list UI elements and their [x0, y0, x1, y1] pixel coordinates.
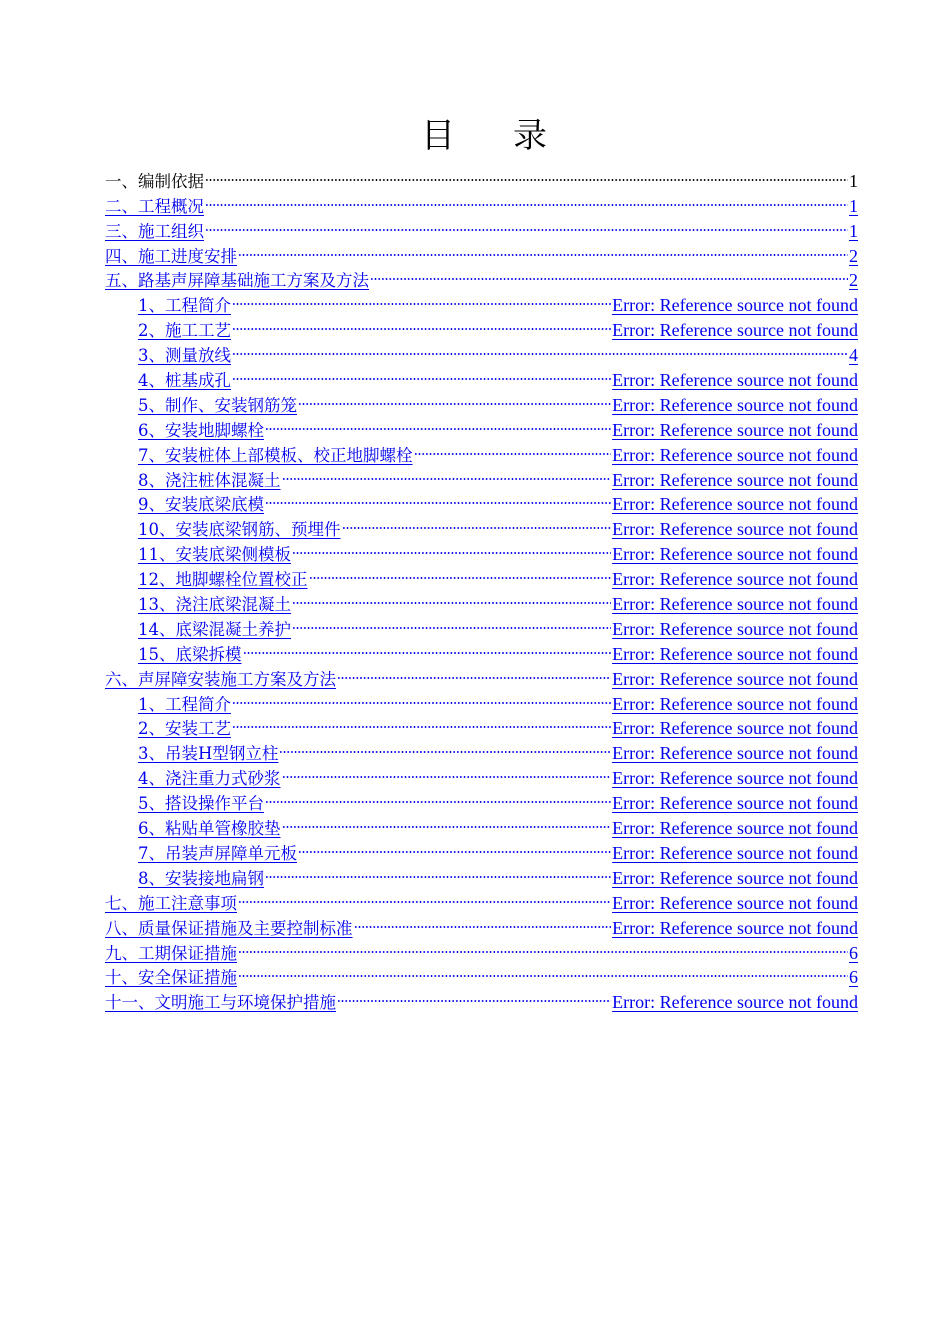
toc-entry-page: 6	[849, 967, 858, 988]
toc-dot-leader	[265, 784, 611, 809]
toc-entry[interactable]	[105, 187, 858, 216]
toc-entry-page: Error: Reference source not found	[612, 693, 858, 714]
toc-dot-leader	[205, 162, 848, 187]
toc-dot-leader	[292, 610, 611, 635]
toc-entry-page: 1	[849, 170, 858, 191]
toc-entry-label: 五、路基声屏障基础施工方案及方法	[105, 271, 369, 291]
toc-entry-page: Error: Reference source not found	[612, 469, 858, 490]
toc-dot-leader	[309, 560, 612, 585]
toc-entry-page: Error: Reference source not found	[612, 444, 858, 465]
toc-entry-label: 5、搭设操作平台	[138, 794, 264, 814]
toc-entry-page: Error: Reference source not found	[612, 743, 858, 764]
toc-dot-leader	[265, 411, 611, 436]
toc-entry-label: 四、施工进度安排	[105, 246, 237, 266]
toc-entry-label: 七、施工注意事项	[105, 893, 237, 913]
toc-entry-label: 6、粘贴单管橡胶垫	[138, 819, 281, 839]
toc-entry[interactable]	[105, 212, 858, 241]
toc-entry-page: Error: Reference source not found	[612, 867, 858, 888]
toc-dot-leader	[282, 759, 612, 784]
toc-title	[0, 114, 950, 158]
toc-entry-page: Error: Reference source not found	[612, 842, 858, 863]
toc-entry-label: 六、声屏障安装施工方案及方法	[105, 669, 336, 689]
toc-dot-leader	[205, 212, 848, 237]
toc-dot-leader	[292, 585, 611, 610]
toc-entry-label: 十、安全保证措施	[105, 968, 237, 988]
toc-dot-leader	[337, 983, 611, 1008]
toc-entry-page: Error: Reference source not found	[612, 892, 858, 913]
toc-entry-page: Error: Reference source not found	[612, 917, 858, 938]
toc-entry-page: Error: Reference source not found	[612, 768, 858, 789]
toc-entry-page: Error: Reference source not found	[612, 618, 858, 639]
toc-entry-label: 4、桩基成孔	[138, 371, 231, 391]
toc-entry-label: 1、工程简介	[138, 296, 231, 316]
toc-dot-leader	[414, 436, 612, 461]
toc-entry-page: 1	[849, 195, 858, 216]
toc-entry-page: Error: Reference source not found	[612, 419, 858, 440]
toc-entry-page: Error: Reference source not found	[612, 494, 858, 515]
toc-dot-leader	[292, 535, 611, 560]
toc-dot-leader	[232, 361, 611, 386]
toc-entry-label: 8、浇注桩体混凝土	[138, 470, 281, 490]
toc-entry-label: 9、安装底梁底模	[138, 495, 264, 515]
toc-dot-leader	[370, 262, 848, 287]
toc-list	[105, 162, 858, 1013]
toc-entry-label: 11、安装底梁侧模板	[138, 545, 291, 565]
toc-entry-label: 15、底梁拆模	[138, 644, 242, 664]
toc-entry-label: 5、制作、安装钢筋笼	[138, 395, 297, 415]
toc-entry-label: 10、安装底梁钢筋、预埋件	[138, 520, 341, 540]
toc-dot-leader	[243, 635, 612, 660]
toc-entry-page: 1	[849, 220, 858, 241]
toc-dot-leader	[232, 685, 611, 710]
toc-entry-label: 八、质量保证措施及主要控制标准	[105, 918, 353, 938]
toc-entry-page: Error: Reference source not found	[612, 992, 858, 1013]
toc-entry-page: 6	[849, 942, 858, 963]
toc-entry-page: Error: Reference source not found	[612, 544, 858, 565]
toc-entry-label: 十一、文明施工与环境保护措施	[105, 993, 336, 1013]
toc-dot-leader	[298, 834, 611, 859]
toc-dot-leader	[238, 959, 848, 984]
toc-dot-leader	[232, 311, 611, 336]
toc-entry-page: 2	[849, 270, 858, 291]
toc-entry-page: 4	[849, 345, 858, 366]
toc-entry-label: 7、吊装声屏障单元板	[138, 843, 297, 863]
toc-entry-label: 14、底梁混凝土养护	[138, 619, 291, 639]
toc-entry-page: Error: Reference source not found	[612, 320, 858, 341]
toc-dot-leader	[232, 336, 848, 361]
toc-entry-label: 1、工程简介	[138, 694, 231, 714]
toc-entry-label: 2、安装工艺	[138, 719, 231, 739]
toc-dot-leader	[282, 809, 612, 834]
toc-dot-leader	[238, 237, 848, 262]
toc-entry-label: 8、安装接地扁钢	[138, 868, 264, 888]
toc-dot-leader	[238, 884, 611, 909]
toc-dot-leader	[337, 660, 611, 685]
toc-entry-label: 九、工期保证措施	[105, 943, 237, 963]
toc-entry	[105, 162, 858, 191]
toc-entry-label: 6、安装地脚螺栓	[138, 420, 264, 440]
toc-entry-label: 三、施工组织	[105, 221, 204, 241]
toc-dot-leader	[232, 286, 611, 311]
toc-dot-leader	[265, 859, 611, 884]
toc-entry-page: Error: Reference source not found	[612, 668, 858, 689]
toc-dot-leader	[282, 461, 612, 486]
toc-entry-page: 2	[849, 245, 858, 266]
toc-entry-label: 12、地脚螺栓位置校正	[138, 570, 308, 590]
toc-entry-label: 7、安装桩体上部模板、校正地脚螺栓	[138, 445, 413, 465]
toc-entry-page: Error: Reference source not found	[612, 594, 858, 615]
toc-entry-page: Error: Reference source not found	[612, 370, 858, 391]
toc-entry-label: 3、测量放线	[138, 346, 231, 366]
toc-dot-leader	[232, 710, 611, 735]
toc-title-char-2: 录	[513, 116, 547, 156]
toc-dot-leader	[265, 486, 611, 511]
toc-entry[interactable]	[105, 237, 858, 266]
toc-entry-page: Error: Reference source not found	[612, 295, 858, 316]
toc-entry-label: 2、施工工艺	[138, 321, 231, 341]
toc-entry-label: 4、浇注重力式砂浆	[138, 769, 281, 789]
toc-dot-leader	[342, 510, 612, 535]
toc-entry-label: 3、吊装H型钢立柱	[138, 744, 279, 764]
toc-entry-page: Error: Reference source not found	[612, 643, 858, 664]
toc-entry-page: Error: Reference source not found	[612, 569, 858, 590]
toc-dot-leader	[238, 934, 848, 959]
toc-dot-leader	[205, 187, 848, 212]
toc-entry-page: Error: Reference source not found	[612, 519, 858, 540]
toc-dot-leader	[354, 909, 612, 934]
toc-dot-leader	[298, 386, 611, 411]
toc-entry-page: Error: Reference source not found	[612, 394, 858, 415]
toc-entry-page: Error: Reference source not found	[612, 793, 858, 814]
toc-dot-leader	[279, 734, 611, 759]
toc-title-char-1: 目	[421, 116, 455, 156]
toc-entry-label: 二、工程概况	[105, 196, 204, 216]
toc-entry-page: Error: Reference source not found	[612, 818, 858, 839]
toc-entry-page: Error: Reference source not found	[612, 718, 858, 739]
toc-entry-label: 一、编制依据	[105, 171, 204, 191]
toc-entry-label: 13、浇注底梁混凝土	[138, 595, 291, 615]
